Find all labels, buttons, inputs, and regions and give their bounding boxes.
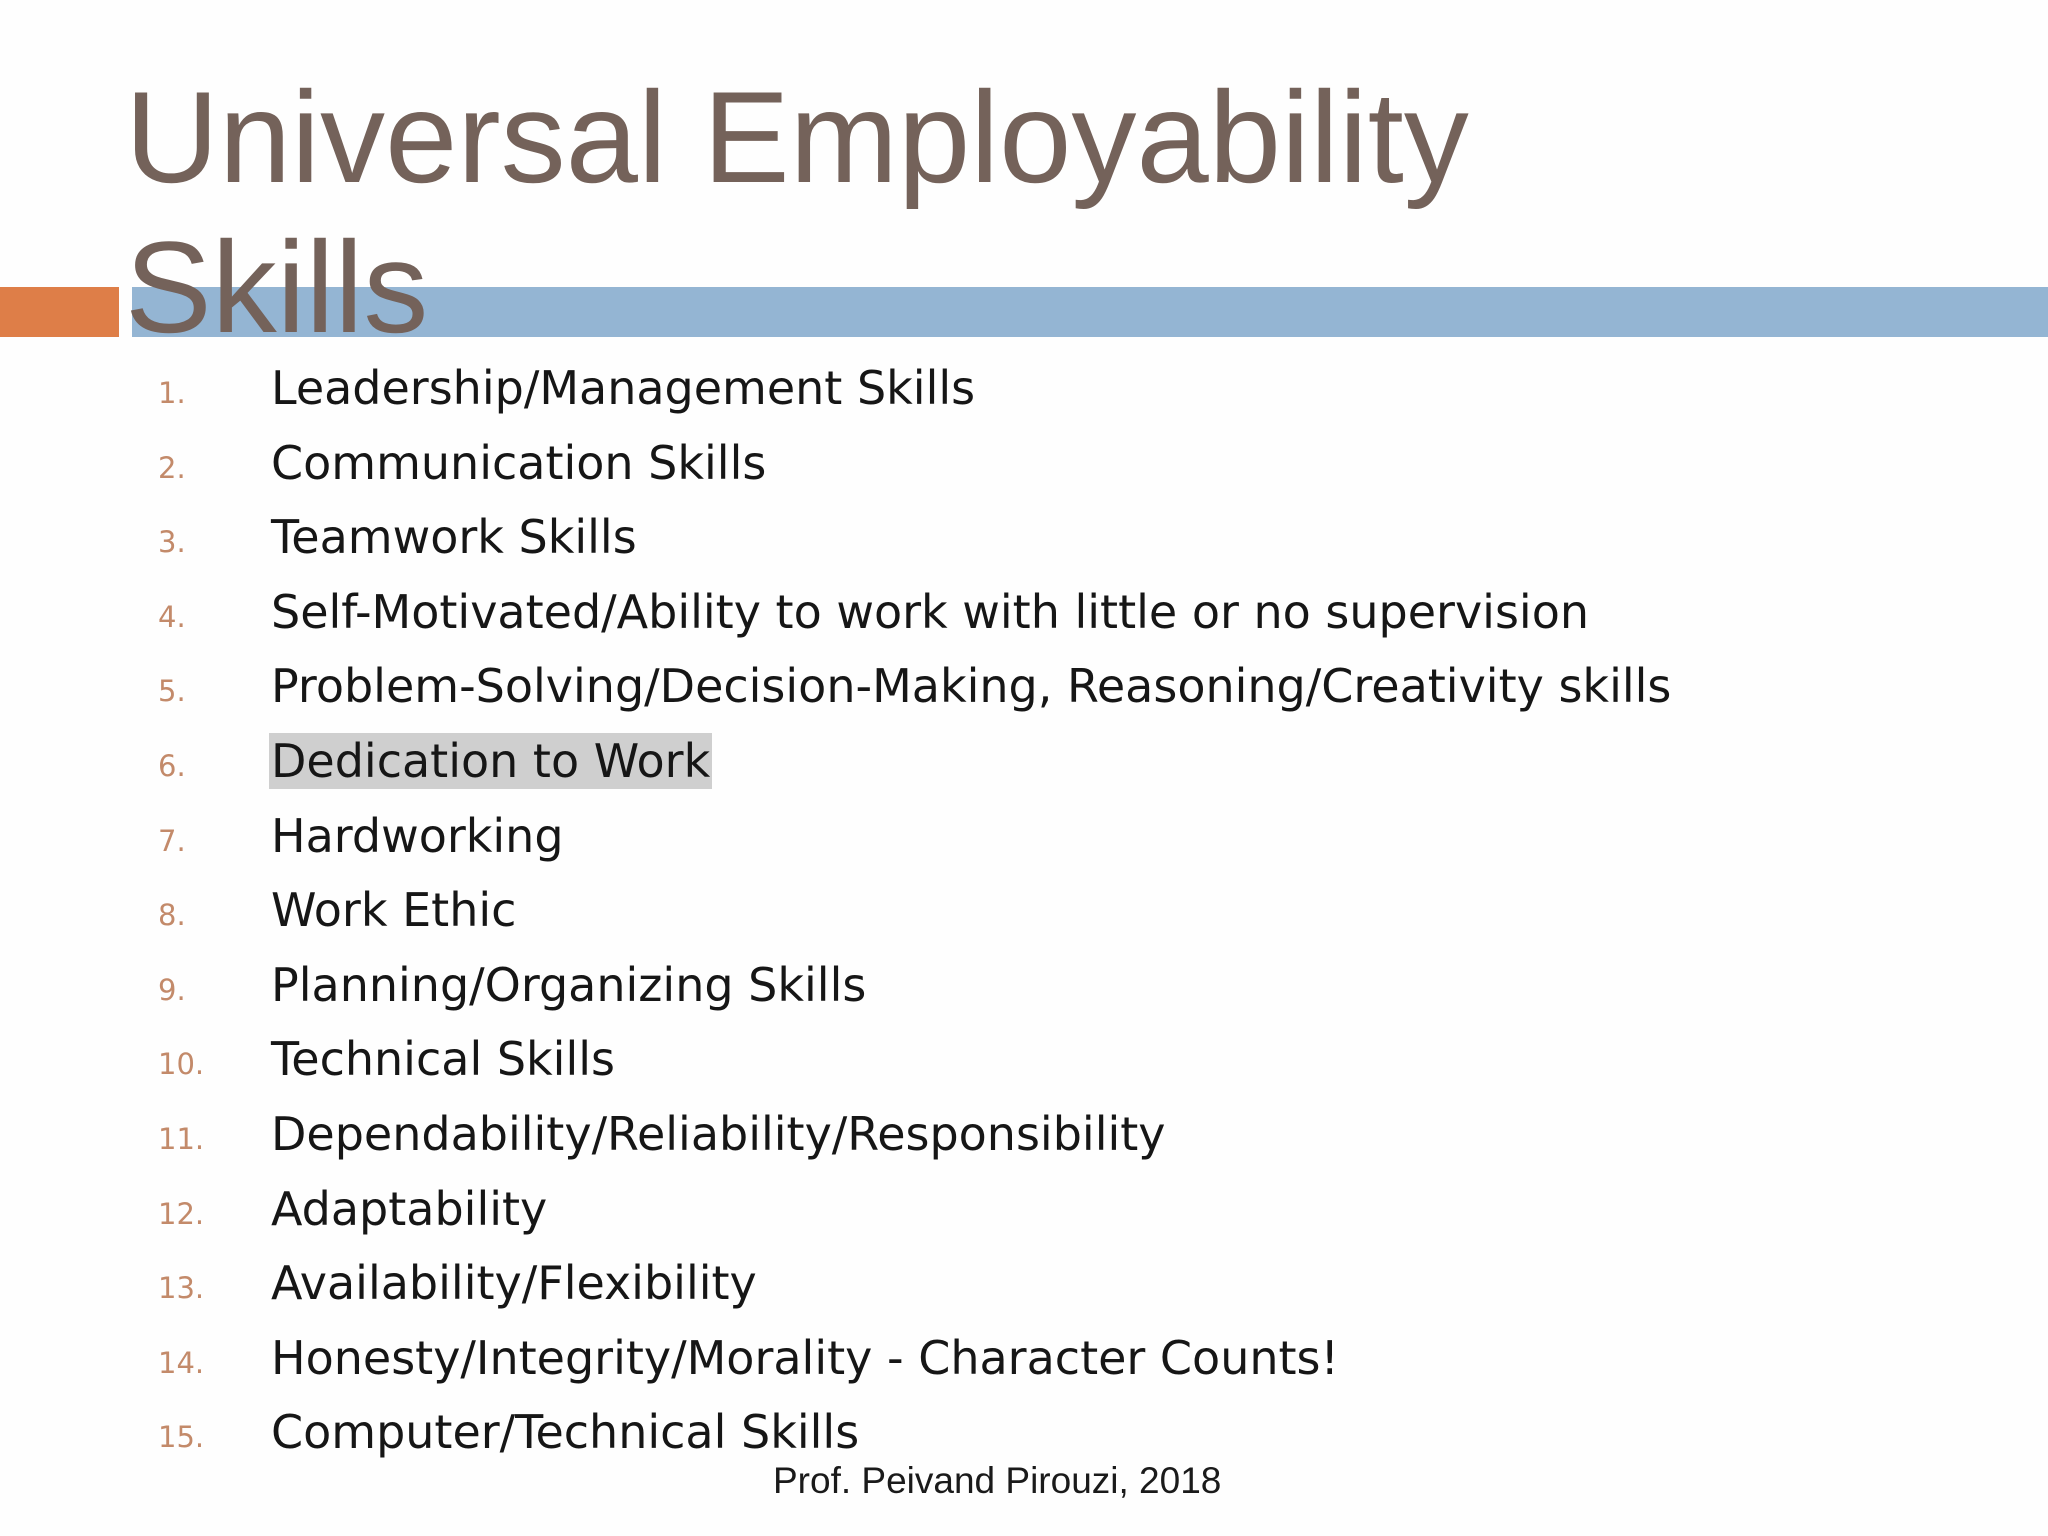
list-item-label: Availability/Flexibility	[271, 1256, 757, 1311]
list-item-label: Honesty/Integrity/Morality - Character Counts!	[271, 1330, 1339, 1385]
list-item-number: 10.	[158, 1047, 205, 1082]
slide-title-line: Skills	[125, 214, 429, 360]
list-item-label: Leadership/Management Skills	[271, 361, 976, 415]
slide-title-line: Universal Employability	[125, 64, 1469, 210]
list-item-number: 8.	[158, 898, 186, 933]
list-item	[0, 578, 1800, 653]
list-item-number: 4.	[158, 599, 186, 634]
list-item-label: Problem-Solving/Decision-Making, Reasoning/Creativity skills	[271, 659, 1672, 714]
list-item-label: Computer/Technical Skills	[271, 1405, 860, 1460]
list-item-label: Work Ethic	[271, 883, 517, 938]
list-item-number: 7.	[158, 823, 186, 858]
list-item	[0, 652, 1800, 727]
list-item-number: 5.	[158, 674, 186, 709]
list-item	[0, 1025, 1800, 1100]
list-item-number: 14.	[158, 1345, 205, 1380]
list-item-label: Self-Motivated/Ability to work with little or no supervision	[271, 584, 1590, 639]
list-item-label: Teamwork Skills	[271, 510, 637, 565]
list-item-number: 2.	[158, 450, 186, 485]
list-item-label: Adaptability	[271, 1181, 548, 1236]
list-item-number: 3.	[158, 525, 186, 560]
slide-title	[125, 62, 1469, 362]
list-item-label: Technical Skills	[271, 1032, 615, 1087]
title-accent-bar-orange	[0, 287, 119, 337]
list-item-label: Hardworking	[271, 808, 564, 863]
list-item-number: 6.	[158, 748, 186, 783]
list-item-number: 13.	[158, 1271, 205, 1306]
list-item-label: Communication Skills	[271, 435, 767, 490]
list-item-number: 15.	[158, 1420, 205, 1455]
list-item	[0, 1249, 1800, 1324]
list-item	[0, 354, 1800, 429]
list-item	[0, 503, 1800, 578]
list-item	[0, 951, 1800, 1026]
list-item	[0, 876, 1800, 951]
slide-footer: Prof. Peivand Pirouzi, 2018	[773, 1460, 1222, 1501]
list-item	[0, 1100, 1800, 1175]
list-item-number: 12.	[158, 1196, 205, 1231]
list-item-label: Planning/Organizing Skills	[271, 957, 867, 1012]
list-item-label: Dependability/Reliability/Responsibility	[271, 1106, 1166, 1161]
list-item	[0, 429, 1800, 504]
list-item-number: 9.	[158, 972, 186, 1007]
list-item	[0, 1175, 1800, 1250]
list-item-number: 11.	[158, 1121, 205, 1156]
list-item	[0, 1324, 1800, 1399]
list-item	[0, 727, 1800, 802]
list-item	[0, 802, 1800, 877]
list-item-label-highlighted: Dedication to Work	[271, 733, 711, 788]
skills-list	[0, 354, 1800, 1473]
list-item-number: 1.	[158, 376, 186, 410]
